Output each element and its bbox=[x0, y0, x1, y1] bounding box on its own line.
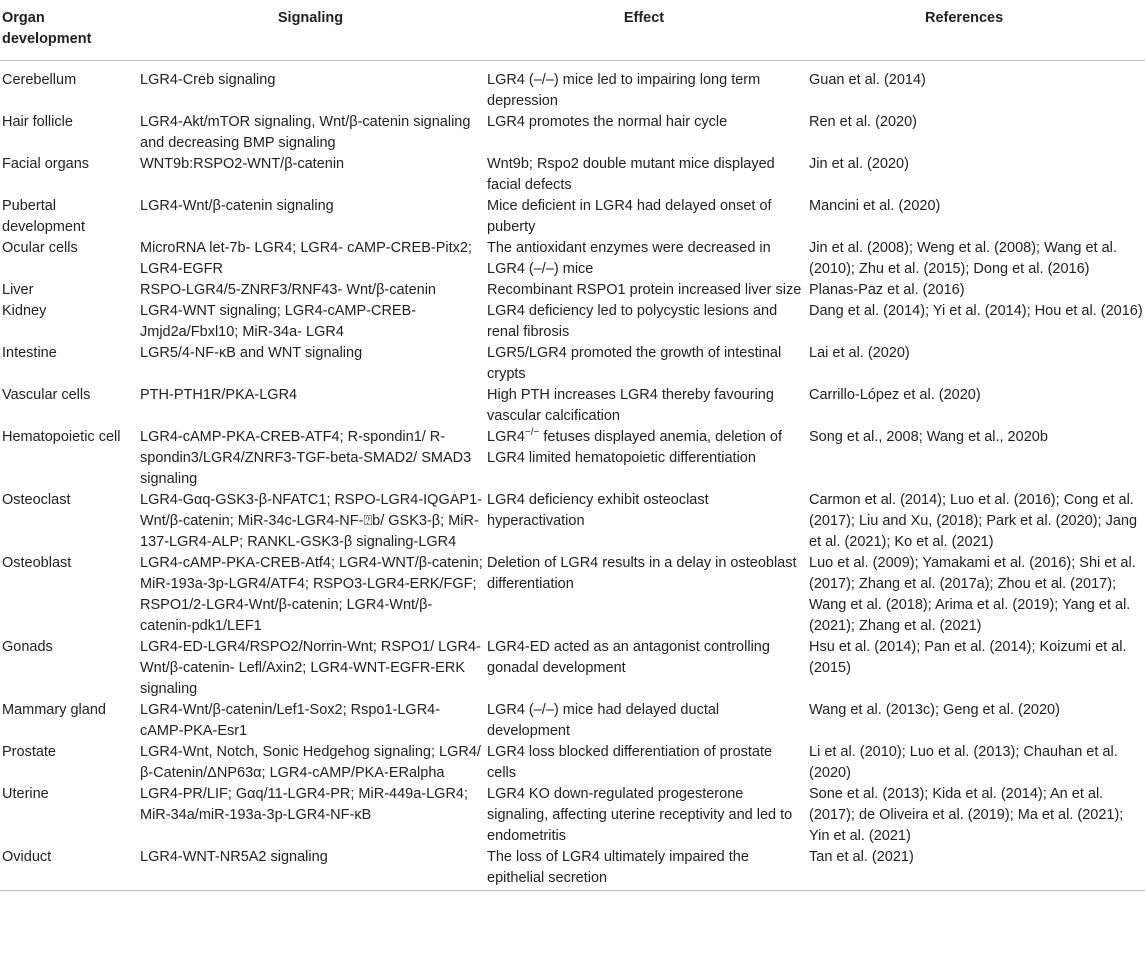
organ-cell: Osteoclast bbox=[2, 492, 71, 508]
references-cell: Li et al. (2010); Luo et al. (2013); Chauhan et al. (2020) bbox=[809, 744, 1118, 781]
effect-text: LGR4 bbox=[487, 429, 525, 445]
organ-cell: Intestine bbox=[2, 345, 57, 361]
references-cell: Song et al., 2008; Wang et al., 2020b bbox=[809, 429, 1048, 445]
organ-cell: Facial organs bbox=[2, 156, 90, 172]
effect-cell: LGR4 KO down-regulated progesterone signaling, affecting uterine receptivity and led to endometritis bbox=[487, 786, 793, 844]
signaling-cell: LGR4-ED-LGR4/RSPO2/Norrin-Wnt; RSPO1/ LGR4-Wnt/β-catenin- Lefl/Axin2; LGR4-WNT-EGFR-ERK signaling bbox=[140, 639, 481, 697]
effect-cell: LGR4 loss blocked differentiation of prostate cells bbox=[487, 744, 773, 781]
organ-cell: Mammary gland bbox=[2, 702, 106, 718]
references-cell: Lai et al. (2020) bbox=[809, 345, 910, 361]
organ-cell: Hematopoietic cell bbox=[2, 429, 121, 445]
references-cell: Hsu et al. (2014); Pan et al. (2014); Koizumi et al. (2015) bbox=[809, 639, 1127, 676]
references-cell: Jin et al. (2020) bbox=[809, 156, 909, 172]
references-cell: Luo et al. (2009); Yamakami et al. (2016); Shi et al. (2017); Zhang et al. (2017a); Zhou et al. (2017); Wang et al. (2018); Arima et al. (2019); Yang et al. (2021); Zhang et al. (2021) bbox=[809, 555, 1136, 634]
effect-cell: LGR4 promotes the normal hair cycle bbox=[487, 114, 728, 130]
references-cell: Mancini et al. (2020) bbox=[809, 198, 941, 214]
table-row bbox=[0, 112, 1145, 154]
organ-cell: Hair follicle bbox=[2, 114, 73, 130]
references-cell: Sone et al. (2013); Kida et al. (2014); An et al. (2017); de Oliveira et al. (2019); Ma et al. (2021); Yin et al. (2021) bbox=[809, 786, 1124, 844]
table-row bbox=[0, 742, 1145, 784]
table-row bbox=[0, 196, 1145, 238]
table-row bbox=[0, 154, 1145, 196]
table-row bbox=[0, 490, 1145, 553]
effect-cell: LGR4 (–/–) mice led to impairing long term depression bbox=[487, 72, 761, 109]
header-references: References bbox=[805, 0, 1145, 61]
organ-cell: Ocular cells bbox=[2, 240, 78, 256]
table-row bbox=[0, 301, 1145, 343]
signaling-cell: LGR4-Gαq-GSK3-β-NFATC1; RSPO-LGR4-IQGAP1-Wnt/β-catenin; MiR-34c-LGR4-NF-⍰b/ GSK3-β; MiR-137-LGR4-ALP; RANKL-GSK3-β signaling-LGR4 bbox=[140, 492, 482, 550]
signaling-cell: LGR4-Akt/mTOR signaling, Wnt/β-catenin signaling and decreasing BMP signaling bbox=[140, 114, 471, 151]
signaling-cell: LGR4-cAMP-PKA-CREB-Atf4; LGR4-WNT/β-catenin; MiR-193a-3p-LGR4/ATF4; RSPO3-LGR4-ERK/FGF; RSPO1/2-LGR4-Wnt/β-catenin; LGR4-Wnt/β-catenin-pdk1/LEF1 bbox=[140, 555, 483, 634]
signaling-cell: RSPO-LGR4/5-ZNRF3/RNF43- Wnt/β-catenin bbox=[140, 282, 436, 298]
references-cell: Tan et al. (2021) bbox=[805, 847, 1145, 891]
header-effect: Effect bbox=[483, 0, 805, 61]
table-header-row bbox=[0, 0, 1145, 61]
organ-cell: Pubertal development bbox=[2, 198, 86, 235]
references-cell: Jin et al. (2008); Weng et al. (2008); Wang et al. (2010); Zhu et al. (2015); Dong et al. (2016) bbox=[809, 240, 1117, 277]
table-row bbox=[0, 700, 1145, 742]
header-signaling: Signaling bbox=[138, 0, 483, 61]
signaling-cell: LGR4-PR/LIF; Gαq/11-LGR4-PR; MiR-449a-LGR4; MiR-34a/miR-193a-3p-LGR4-NF-κB bbox=[140, 786, 469, 823]
references-cell: Dang et al. (2014); Yi et al. (2014); Hou et al. (2016) bbox=[809, 303, 1143, 319]
genotype-superscript: −/− bbox=[524, 427, 540, 438]
effect-cell: High PTH increases LGR4 thereby favouring vascular calcification bbox=[487, 387, 774, 424]
references-cell: Carrillo-López et al. (2020) bbox=[809, 387, 981, 403]
effect-cell: Wnt9b; Rspo2 double mutant mice displayed facial defects bbox=[487, 156, 775, 193]
organ-cell: Gonads bbox=[2, 639, 53, 655]
signaling-cell: LGR4-WNT-NR5A2 signaling bbox=[138, 847, 483, 891]
table-row bbox=[0, 385, 1145, 427]
references-cell: Planas-Paz et al. (2016) bbox=[809, 282, 965, 298]
table-row bbox=[0, 784, 1145, 847]
effect-cell: The loss of LGR4 ultimately impaired the epithelial secretion bbox=[483, 847, 805, 891]
organ-cell: Cerebellum bbox=[2, 72, 77, 88]
effect-cell: Deletion of LGR4 results in a delay in osteoblast differentiation bbox=[487, 555, 797, 592]
signaling-cell: LGR4-Wnt/β-catenin/Lef1-Sox2; Rspo1-LGR4-cAMP-PKA-Esr1 bbox=[140, 702, 441, 739]
effect-cell: Recombinant RSPO1 protein increased liver size bbox=[487, 282, 802, 298]
organ-cell: Vascular cells bbox=[2, 387, 91, 403]
effect-cell: LGR4 deficiency exhibit osteoclast hyperactivation bbox=[487, 492, 709, 529]
organ-cell: Uterine bbox=[2, 786, 49, 802]
organ-cell: Prostate bbox=[2, 744, 56, 760]
effect-cell: The antioxidant enzymes were decreased in LGR4 (–/–) mice bbox=[487, 240, 771, 277]
signaling-cell: LGR4-Wnt/β-catenin signaling bbox=[140, 198, 334, 214]
signaling-cell: LGR4-Creb signaling bbox=[140, 72, 276, 88]
references-cell: Wang et al. (2013c); Geng et al. (2020) bbox=[809, 702, 1060, 718]
table-row bbox=[0, 847, 1145, 891]
references-cell: Guan et al. (2014) bbox=[809, 72, 926, 88]
table-row bbox=[0, 553, 1145, 637]
references-cell: Carmon et al. (2014); Luo et al. (2016); Cong et al. (2017); Liu and Xu, (2018); Park et al. (2020); Jang et al. (2021); Ko et al. (2021) bbox=[809, 492, 1138, 550]
table-row bbox=[0, 61, 1145, 113]
table-row bbox=[0, 238, 1145, 280]
effect-cell: LGR4 deficiency led to polycystic lesions and renal fibrosis bbox=[487, 303, 778, 340]
table-row bbox=[0, 343, 1145, 385]
table-row bbox=[0, 280, 1145, 301]
effect-cell: LGR4 (–/–) mice had delayed ductal development bbox=[487, 702, 720, 739]
effect-text: fetuses displayed anemia, deletion of LGR4 limited hematopoietic differentiation bbox=[487, 429, 782, 466]
organ-cell: Kidney bbox=[2, 303, 47, 319]
organ-cell: Oviduct bbox=[0, 847, 138, 891]
signaling-cell: LGR4-Wnt, Notch, Sonic Hedgehog signaling; LGR4/β-Catenin/ΔNP63α; LGR4-cAMP/PKA-ERalpha bbox=[140, 744, 481, 781]
effect-cell: LGR5/LGR4 promoted the growth of intestinal crypts bbox=[487, 345, 782, 382]
table-row bbox=[0, 637, 1145, 700]
signaling-cell: LGR4-WNT signaling; LGR4-cAMP-CREB-Jmjd2a/Fbxl10; MiR-34a- LGR4 bbox=[140, 303, 417, 340]
table-row bbox=[0, 427, 1145, 490]
signaling-cell: MicroRNA let-7b- LGR4; LGR4- cAMP-CREB-Pitx2; LGR4-EGFR bbox=[140, 240, 472, 277]
effect-cell: Mice deficient in LGR4 had delayed onset of puberty bbox=[487, 198, 772, 235]
organ-cell: Osteoblast bbox=[2, 555, 72, 571]
signaling-cell: LGR5/4-NF-κB and WNT signaling bbox=[140, 345, 363, 361]
organ-cell: Liver bbox=[2, 282, 34, 298]
effect-cell bbox=[483, 427, 805, 490]
signaling-cell: PTH-PTH1R/PKA-LGR4 bbox=[140, 387, 298, 403]
signaling-cell: WNT9b:RSPO2-WNT/β-catenin bbox=[140, 156, 345, 172]
header-organ: Organ development bbox=[0, 0, 138, 61]
references-cell: Ren et al. (2020) bbox=[809, 114, 918, 130]
effect-cell: LGR4-ED acted as an antagonist controlling gonadal development bbox=[487, 639, 770, 676]
signaling-cell: LGR4-cAMP-PKA-CREB-ATF4; R-spondin1/ R-spondin3/LGR4/ZNRF3-TGF-beta-SMAD2/ SMAD3 signaling bbox=[140, 429, 472, 487]
